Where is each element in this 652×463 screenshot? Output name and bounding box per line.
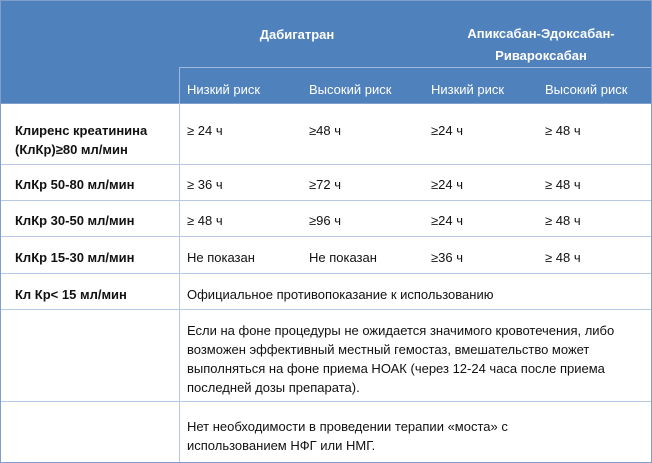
table-cell: ≥72 ч [309, 177, 341, 192]
table-cell: Не показан [187, 250, 255, 265]
label-column-divider [179, 103, 180, 462]
table-cell: ≥36 ч [431, 250, 463, 265]
row-label-crcl-80: Клиренс креатинина (КлКр)≥80 мл/мин [15, 123, 148, 157]
table-cell: ≥ 48 ч [187, 213, 223, 228]
row-label-crcl-15-30: КлКр 15-30 мл/мин [15, 250, 135, 265]
note-no-bridging: Нет необходимости в проведении терапии «моста» с использованием НФГ или НМГ. [187, 419, 508, 453]
row-divider [1, 236, 651, 237]
row-label-crcl-30-50: КлКр 30-50 мл/мин [15, 213, 135, 228]
table-cell: ≥ 24 ч [187, 123, 223, 138]
table-cell: ≥24 ч [431, 213, 463, 228]
table-cell: ≥ 48 ч [545, 250, 581, 265]
row-divider [1, 273, 651, 274]
row-divider [1, 401, 651, 402]
table-cell: ≥96 ч [309, 213, 341, 228]
row-label-crcl-50-80: КлКр 50-80 мл/мин [15, 177, 135, 192]
table-cell: ≥ 48 ч [545, 177, 581, 192]
row-divider [1, 200, 651, 201]
table-cell: ≥ 36 ч [187, 177, 223, 192]
table-cell: ≥ 48 ч [545, 213, 581, 228]
row-divider [1, 164, 651, 165]
row-divider [1, 309, 651, 310]
table-cell: ≥24 ч [431, 177, 463, 192]
header-divider [179, 67, 651, 68]
subheader-dabigatran-low-risk: Низкий риск [187, 82, 261, 97]
table-header [1, 1, 651, 104]
subheader-xabans-high-risk: Высокий риск [545, 82, 628, 97]
header-group-dabigatran: Дабигатран [259, 27, 335, 42]
table-cell: ≥ 48 ч [545, 123, 581, 138]
table-cell: Не показан [309, 250, 377, 265]
contraindication-text: Официальное противопоказание к использованию [187, 287, 494, 302]
row-label-crcl-below-15: Кл Кр< 15 мл/мин [15, 287, 127, 302]
header-column-divider [179, 67, 180, 103]
subheader-dabigatran-high-risk: Высокий риск [309, 82, 392, 97]
note-procedure-without-bleeding: Если на фоне процедуры не ожидается значимого кровотечения, либо возможен эффективный местный гемостаз, вмешательство может выполняться на фоне приема НОАК (через 12-24 часа после приема последней дозы препарата). [187, 323, 615, 395]
header-group-xabans: Апиксабан-Эдоксабан-Ривароксабан [467, 26, 615, 63]
subheader-xabans-low-risk: Низкий риск [431, 82, 505, 97]
table-cell: ≥48 ч [309, 123, 341, 138]
table-cell: ≥24 ч [431, 123, 463, 138]
